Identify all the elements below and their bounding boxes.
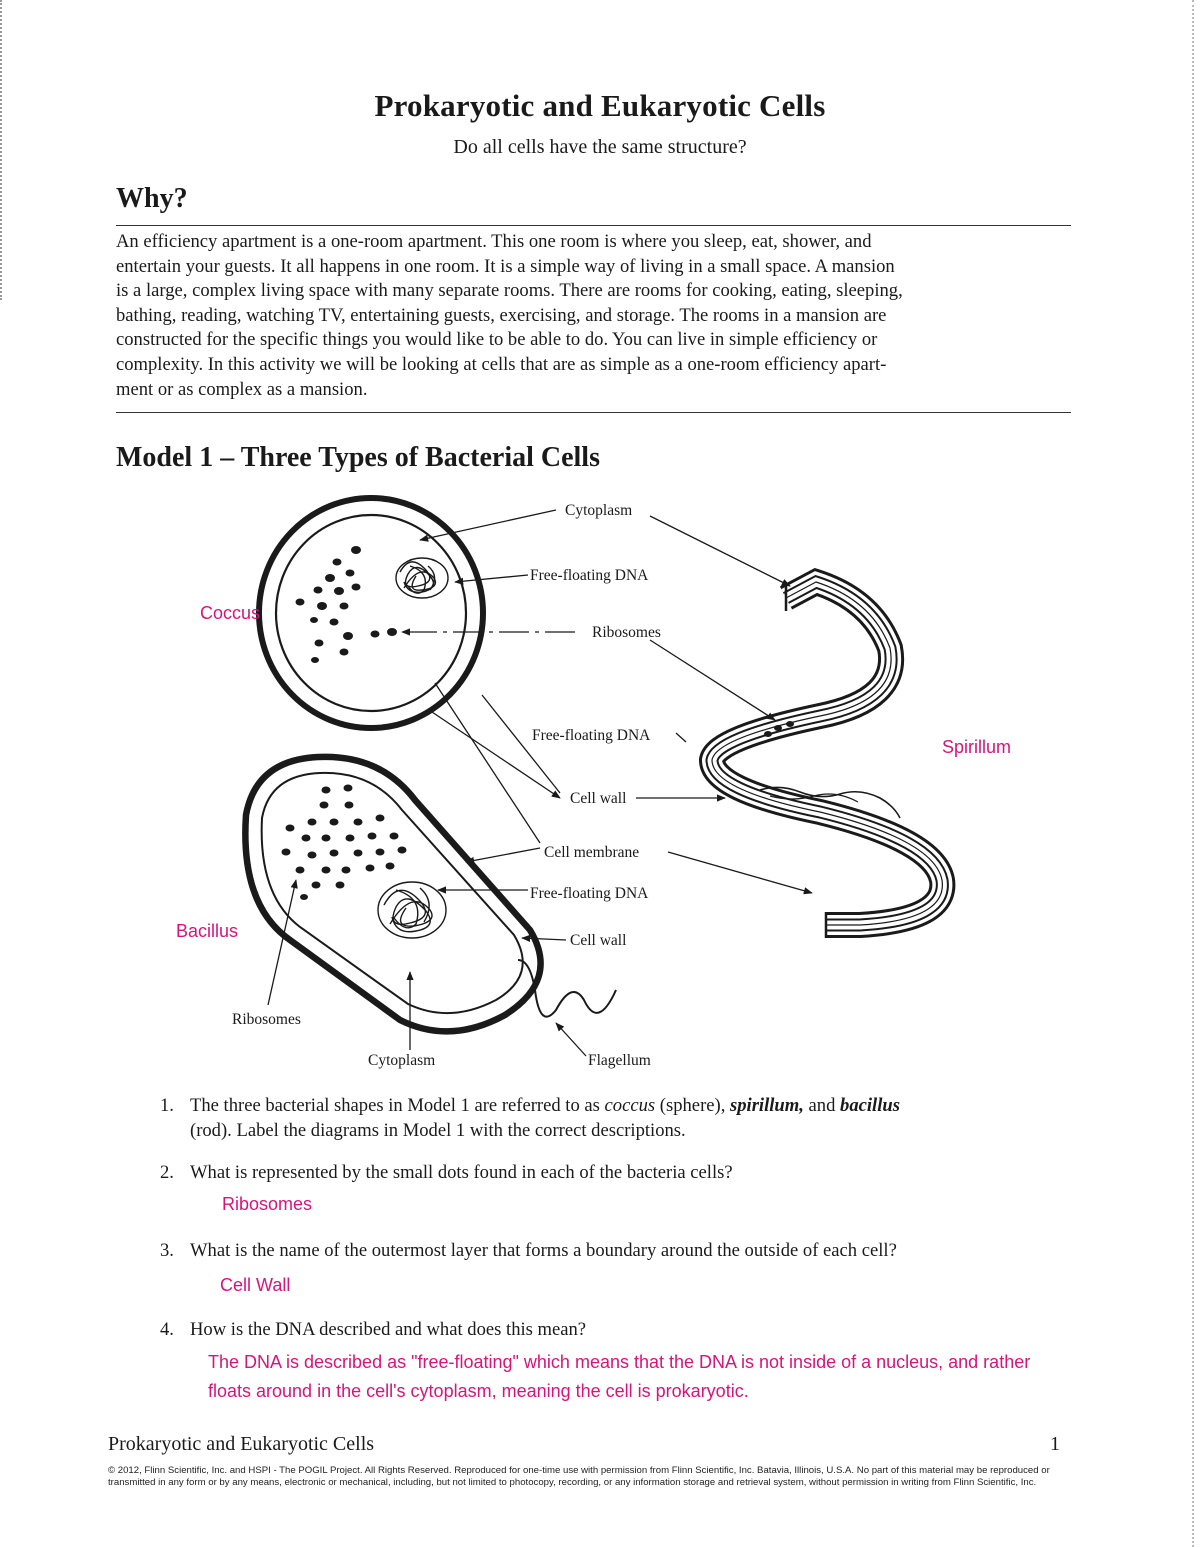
- question-text: The three bacterial shapes in Model 1 are referred to as: [190, 1095, 605, 1116]
- label-cytoplasm-bottom: Cytoplasm: [368, 1052, 436, 1069]
- answer-2: Ribosomes: [222, 1194, 313, 1214]
- answer-line: The DNA is described as "free-floating" which means that the DNA is not inside of a nucleus, and rather: [208, 1352, 1031, 1372]
- label-dna-spirillum: Free-floating DNA: [532, 727, 651, 744]
- copyright-notice: © 2012, Flinn Scientific, Inc. and HSPI - The POGIL Project. All Rights Reserved. Reproduced for one-time use with permission from Flinn Scientific, Inc. Batavia, Illinois, U.S.A. No part of this material may be reproduced or transmitted in any form or by any means, electronic or mechanical, including, but not limited to photocopy, recording, or any information storage and retrieval system, without permission in writing from Flinn Scientific, Inc.: [108, 1465, 1050, 1488]
- why-line: ment or as complex as a mansion.: [116, 378, 368, 400]
- why-line: An efficiency apartment is a one-room apartment. This one room is where you sleep, eat, shower, and: [116, 231, 872, 252]
- why-line: entertain your guests. It all happens in one room. It is a simple way of living in a small space. A mansion: [116, 255, 895, 277]
- label-ribosomes-bottom: Ribosomes: [232, 1011, 301, 1028]
- answer-label-bacillus: Bacillus: [176, 921, 239, 941]
- term-bacillus: bacillus: [840, 1095, 900, 1116]
- page-subtitle: Do all cells have the same structure?: [453, 136, 747, 158]
- coccus-dna-icon: [396, 558, 448, 598]
- coccus-cell: [259, 498, 483, 728]
- term-coccus: coccus: [604, 1095, 656, 1116]
- why-line: constructed for the specific things you would like to be able to do. You can live in simple efficiency or: [116, 329, 878, 351]
- question-number: 4.: [160, 1319, 174, 1340]
- footer-title: Prokaryotic and Eukaryotic Cells: [108, 1433, 375, 1455]
- coccus-ribosome-dots: [296, 546, 398, 663]
- why-heading: Why?: [116, 183, 188, 214]
- question-text: How is the DNA described and what does this mean?: [190, 1319, 587, 1340]
- question-3: [160, 1238, 1060, 1263]
- question-text: and: [803, 1095, 841, 1116]
- why-line: is a large, complex living space with many separate rooms. There are rooms for cooking, eating, sleeping,: [116, 280, 903, 302]
- answer-3: Cell Wall: [220, 1275, 291, 1295]
- model-heading: Model 1 – Three Types of Bacterial Cells: [116, 442, 600, 473]
- label-cytoplasm-top: Cytoplasm: [565, 502, 633, 519]
- page-number: 1: [1050, 1433, 1060, 1455]
- question-text: (sphere),: [655, 1095, 730, 1116]
- spirillum-cell: [712, 582, 942, 938]
- question-text: What is represented by the small dots found in each of the bacteria cells?: [190, 1162, 733, 1183]
- label-cell-wall-mid: Cell wall: [570, 790, 627, 807]
- why-line: bathing, reading, watching TV, entertaining guests, exercising, and storage. The rooms in a mansion are: [116, 304, 887, 326]
- bacillus-ribosome-dots: [282, 785, 407, 901]
- question-number: 2.: [160, 1162, 174, 1183]
- question-1: [160, 1093, 1060, 1143]
- label-dna-bacillus: Free-floating DNA: [530, 885, 649, 902]
- question-number: 3.: [160, 1240, 174, 1261]
- question-4: [160, 1317, 1060, 1342]
- term-spirillum: spirillum,: [730, 1095, 804, 1116]
- question-2: [160, 1160, 1060, 1185]
- question-text: (rod). Label the diagrams in Model 1 with the correct descriptions.: [190, 1120, 686, 1141]
- answer-line: floats around in the cell's cytoplasm, meaning the cell is prokaryotic.: [208, 1381, 749, 1401]
- answer-label-coccus: Coccus: [200, 603, 261, 623]
- bacillus-dna-icon: [378, 882, 446, 938]
- question-number: 1.: [160, 1095, 174, 1116]
- answer-label-spirillum: Spirillum: [942, 737, 1012, 757]
- label-flagellum: Flagellum: [588, 1052, 651, 1069]
- why-line: complexity. In this activity we will be looking at cells that are as simple as a one-room efficiency apart-: [116, 353, 887, 375]
- label-ribosomes-top: Ribosomes: [592, 624, 661, 641]
- label-dna-coccus: Free-floating DNA: [530, 567, 649, 584]
- answer-4: [208, 1348, 1168, 1406]
- page-title: Prokaryotic and Eukaryotic Cells: [374, 88, 826, 123]
- question-text: What is the name of the outermost layer that forms a boundary around the outside of each cell?: [190, 1240, 897, 1261]
- label-cell-wall-bacillus: Cell wall: [570, 932, 627, 949]
- label-cell-membrane: Cell membrane: [544, 844, 640, 861]
